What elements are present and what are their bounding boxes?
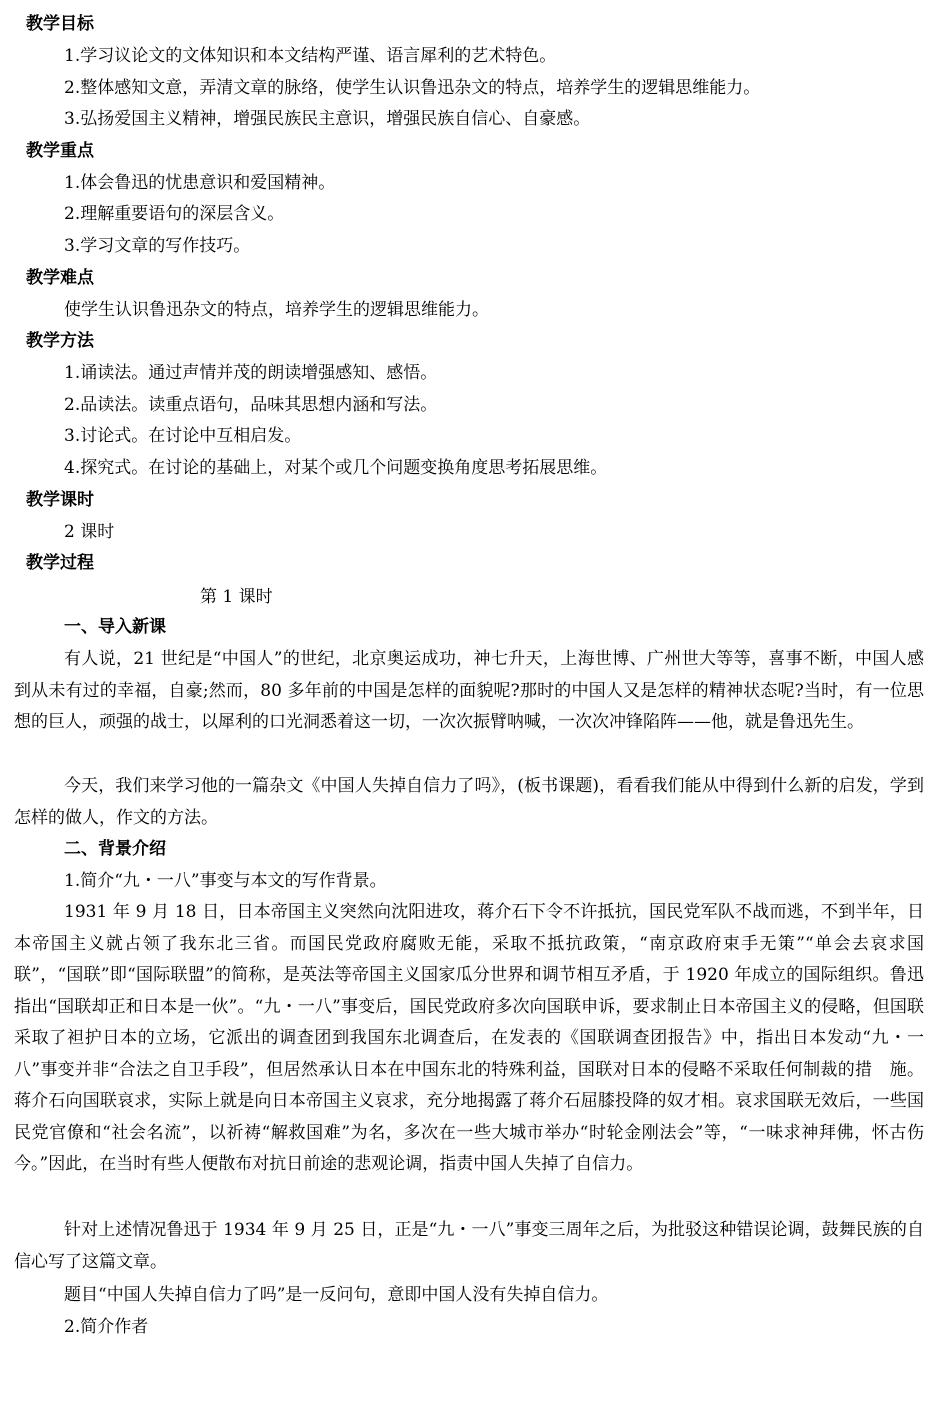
difficulties-text: 使学生认识鲁迅杂文的特点，培养学生的逻辑思维能力。	[64, 300, 489, 320]
objective-item: 2.整体感知文意，弄清文章的脉络，使学生认识鲁迅杂文的特点，培养学生的逻辑思维能力。	[64, 78, 761, 98]
key-point-item: 1.体会鲁迅的忧患意识和爱国精神。	[64, 173, 336, 193]
method-item: 2.品读法。读重点语句，品味其思想内涵和写法。	[64, 395, 438, 415]
paragraph: 有人说，21 世纪是“中国人”的世纪，北京奥运成功，神七升天，上海世博、广州世大等等，喜事不断，中国人感到从未有过的幸福，自豪;然而，80 多年前的中国是怎样的面貌呢?那时的中国人又是怎样的精神状态呢?当时，有一位思想的巨人，顽强的战士，以犀利的口光洞悉着这一切，一次次振臂呐喊，一次次冲锋陷阵——他，就是鲁迅先生。	[14, 649, 924, 732]
difficulties-heading: 教学难点	[26, 268, 94, 288]
method-item: 3.讨论式。在讨论中互相启发。	[64, 426, 302, 446]
objective-item: 1.学习议论文的文体知识和本文结构严谨、语言犀利的艺术特色。	[64, 46, 557, 66]
subheading: 2.简介作者	[64, 1317, 149, 1337]
key-point-item: 3.学习文章的写作技巧。	[64, 236, 251, 256]
key-point-item: 2.理解重要语句的深层含义。	[64, 204, 285, 224]
objective-item: 3.弘扬爱国主义精神，增强民族民主意识，增强民族自信心、自豪感。	[64, 109, 591, 129]
key-points-heading: 教学重点	[26, 141, 94, 161]
process-heading: 教学过程	[26, 553, 94, 573]
method-item: 4.探究式。在讨论的基础上，对某个或几个问题变换角度思考拓展思维。	[64, 458, 608, 478]
hours-text: 2 课时	[64, 522, 115, 542]
methods-heading: 教学方法	[26, 331, 94, 351]
paragraph: 题目“中国人失掉自信力了吗”是一反问句，意即中国人没有失掉自信力。	[64, 1285, 609, 1305]
paragraph: 今天，我们来学习他的一篇杂文《中国人失掉自信力了吗》，(板书课题)，看看我们能从中得到什么新的启发，学到怎样的做人，作文的方法。	[14, 776, 924, 828]
section-heading: 二、背景介绍	[64, 839, 166, 859]
subheading: 1.简介“九・一八”事变与本文的写作背景。	[64, 871, 387, 891]
hours-heading: 教学课时	[26, 490, 94, 510]
method-item: 1.诵读法。通过声情并茂的朗读增强感知、感悟。	[64, 363, 438, 383]
lesson-title: 第 1 课时	[200, 587, 273, 607]
paragraph: 1931 年 9 月 18 日，日本帝国主义突然向沈阳进攻，蒋介石下令不许抵抗，国民党军队不战而逃，不到半年，日本帝国主义就占领了我东北三省。而国民党政府腐败无能，采取不抵抗政策，“南京政府束手无策”“单会去哀求国联”，“国联”即“国际联盟”的简称，是英法等帝国主义国家瓜分世界和调节相互矛盾，于 1920 年成立的国际组织。鲁迅指出“国联却正和日本是一伙”。“九・一八”事变后，国民党政府多次向国联申诉，要求制止日本帝国主义的侵略，但国联采取了袒护日本的立场，它派出的调查团到我国东北调查后，在发表的《国联调查团报告》中，指出日本发动“九・一八”事变并非“合法之自卫手段”，但居然承认日本在中国东北的特殊利益，国联对日本的侵略不采取任何制裁的措 施。蒋介石向国联哀求，实际上就是向日本帝国主义哀求，充分地揭露了蒋介石屈膝投降的奴才相。哀求国联无效后，一些国民党官僚和“社会名流”，以祈祷“解救国难”为名，多次在一些大城市举办“时轮金刚法会”等，“一味求神拜佛，怀古伤今。”因此，在当时有些人便散布对抗日前途的悲观论调，指责中国人失掉了自信力。	[14, 902, 924, 1174]
objectives-heading: 教学目标	[26, 14, 94, 34]
paragraph: 针对上述情况鲁迅于 1934 年 9 月 25 日，正是“九・一八”事变三周年之后，为批驳这种错误论调，鼓舞民族的自信心写了这篇文章。	[14, 1220, 924, 1272]
section-heading: 一、导入新课	[64, 617, 166, 637]
